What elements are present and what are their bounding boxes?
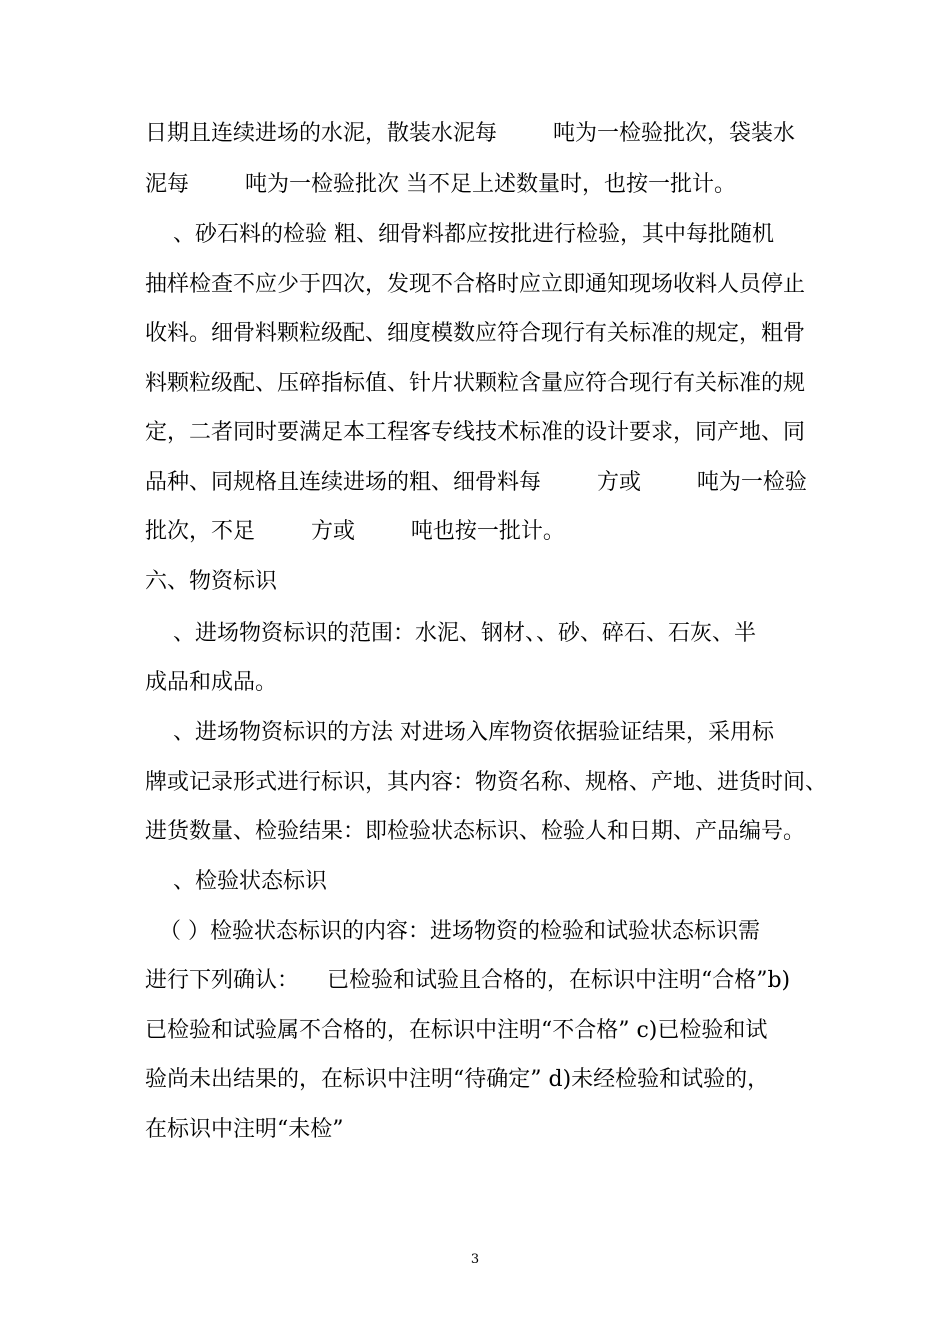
text-line: 批次，不足 方或 吨也按一批计。 bbox=[145, 519, 565, 544]
text-line: 进行下列确认： 已检验和试验且合格的，在标识中注明“合格”b) bbox=[145, 968, 791, 993]
text-line: 泥每 吨为一检验批次 当不足上述数量时，也按一批计。 bbox=[145, 172, 736, 197]
text-line: 定，二者同时要满足本工程客专线技术标准的设计要求，同产地、同 bbox=[145, 420, 806, 445]
text-line: 验尚未出结果的，在标识中注明“待确定” d)未经检验和试验的， bbox=[145, 1067, 770, 1092]
section-heading: 六、物资标识 bbox=[145, 569, 278, 594]
text-line: 抽样检查不应少于四次，发现不合格时应立即通知现场收料人员停止 bbox=[145, 272, 806, 297]
text-line: 成品和成品。 bbox=[145, 670, 278, 695]
text-line: 已检验和试验属不合格的，在标识中注明“不合格” c)已检验和试 bbox=[145, 1018, 768, 1043]
text-line: 品种、同规格且连续进场的粗、细骨料每 方或 吨为一检验 bbox=[145, 470, 807, 495]
text-line: 料颗粒级配、压碎指标值、针片状颗粒含量应符合现行有关标准的规 bbox=[145, 371, 806, 396]
page-number: 3 bbox=[470, 1252, 480, 1267]
text-line: 收料。细骨料颗粒级配、细度模数应符合现行有关标准的规定，粗骨 bbox=[145, 321, 806, 346]
text-line: 、检验状态标识 bbox=[145, 869, 327, 894]
text-line: （ ）检验状态标识的内容：进场物资的检验和试验状态标识需 bbox=[145, 919, 760, 944]
text-line: 日期且连续进场的水泥，散装水泥每 吨为一检验批次，袋装水 bbox=[145, 121, 795, 146]
text-line: 进货数量、检验结果：即检验状态标识、检验人和日期、产品编号。 bbox=[145, 819, 806, 844]
text-line: 牌或记录形式进行标识，其内容：物资名称、规格、产地、进货时间、 bbox=[145, 770, 828, 795]
text-line: 、进场物资标识的方法 对进场入库物资依据验证结果，采用标 bbox=[145, 720, 774, 745]
text-line: 、进场物资标识的范围：水泥、钢材、、砂、碎石、石灰、半 bbox=[145, 621, 756, 646]
text-line: 在标识中注明“未检” bbox=[145, 1117, 344, 1142]
text-line: 、砂石料的检验 粗、细骨料都应按批进行检验，其中每批随机 bbox=[145, 222, 774, 247]
